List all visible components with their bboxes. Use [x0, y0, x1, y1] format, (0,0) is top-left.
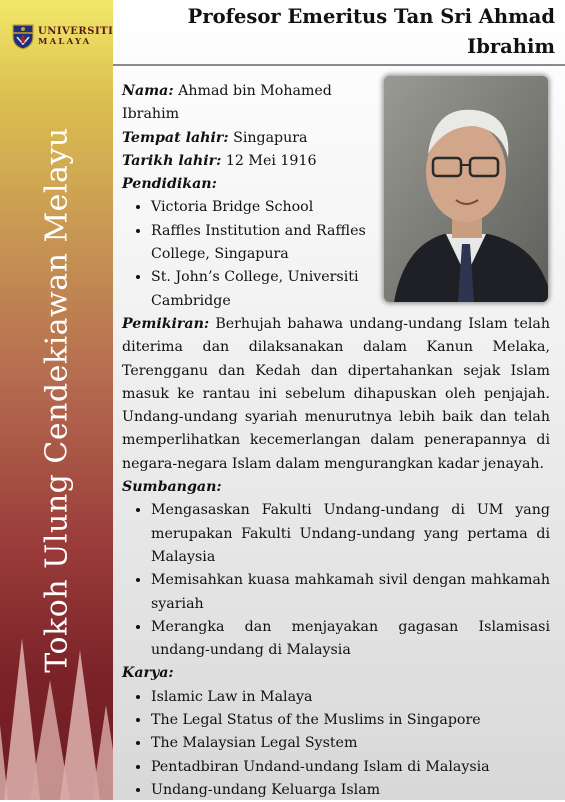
list-item: • The Legal Status of the Muslims in Singapore	[151, 709, 550, 732]
birthplace-row	[122, 127, 374, 150]
university-logo	[12, 24, 113, 50]
sidebar-vertical-title: Tokoh Ulung Cendekiawan Melayu	[39, 127, 75, 673]
logo-line2: MALAYA	[38, 37, 92, 47]
profile-content	[122, 80, 550, 802]
works-label: Karya:	[122, 665, 174, 682]
birthplace-value: Singapura	[233, 129, 308, 146]
list-item: • Islamic Law in Malaya	[151, 686, 550, 709]
birthdate-value: 12 Mei 1916	[225, 152, 317, 169]
list-item: • St. John’s College, Universiti Cambridge	[151, 266, 374, 313]
contributions-list	[122, 499, 550, 662]
crest-icon	[12, 24, 34, 50]
education-label: Pendidikan:	[122, 176, 217, 193]
list-item: • Mengasaskan Fakulti Undang-undang di UM yang merupakan Fakulti Undang-undang yang pertama di Malaysia	[151, 499, 550, 569]
birthdate-row	[122, 150, 374, 173]
works-list	[122, 686, 550, 802]
list-item: • Undang-undang Keluarga Islam	[151, 779, 550, 802]
thought-label: Pemikiran:	[122, 315, 210, 332]
list-item: • Victoria Bridge School	[151, 196, 374, 219]
education-list	[122, 196, 374, 312]
name-value: Ahmad bin Mohamed Ibrahim	[122, 83, 332, 123]
title-divider	[113, 64, 565, 66]
list-item: • The Malaysian Legal System	[151, 732, 550, 755]
contributions-label: Sumbangan:	[122, 479, 222, 496]
birthplace-label: Tempat lahir:	[122, 129, 229, 146]
name-label: Nama:	[122, 83, 174, 99]
thought-text: Berhujah bahawa undang-undang Islam telah diterima dan dilaksanakan dalam Kanun Melaka, Terengganu dan Kedah dan dipertahankan sejak Islam masuk ke rantau ini sebelum dihapuskan oleh penjajah. Undang-undang syariah menurutnya lebih baik dan telah memperlihatkan kecemerlangan dalam penerapannya di negara-negara Islam dalam mengurangkan kadar jenayah.	[122, 315, 550, 472]
list-item: • Pentadbiran Undand-undang Islam di Malaysia	[151, 756, 550, 779]
sidebar-banner	[0, 0, 113, 800]
thought-paragraph	[122, 313, 550, 476]
list-item: • Raffles Institution and Raffles College, Singapura	[151, 220, 374, 267]
logo-line1: UNIVERSITI	[38, 26, 113, 37]
list-item: • Memisahkan kuasa mahkamah sivil dengan mahkamah syariah	[151, 569, 550, 616]
decorative-spikes	[0, 630, 113, 800]
list-item: • Merangka dan menjayakan gagasan Islamisasi undang-undang di Malaysia	[151, 616, 550, 663]
name-row	[122, 80, 374, 127]
birthdate-label: Tarikh lahir:	[122, 152, 222, 169]
page-title: Profesor Emeritus Tan Sri Ahmad Ibrahim	[187, 5, 555, 58]
